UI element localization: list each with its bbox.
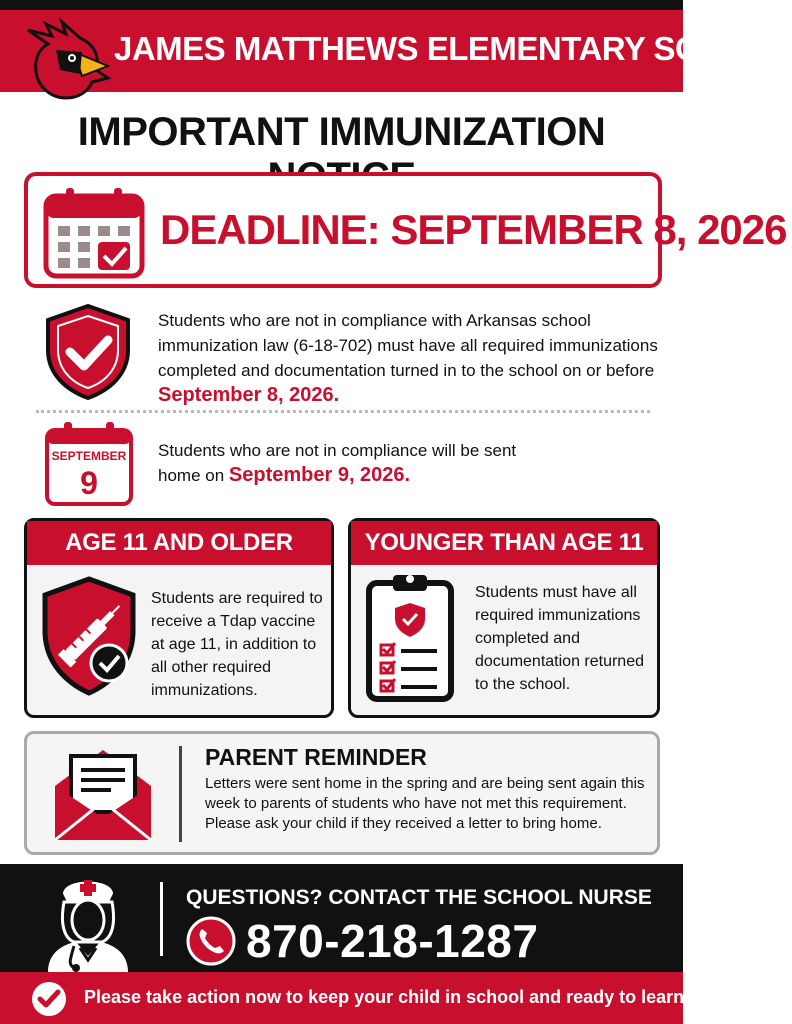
card-younger-than-11 xyxy=(348,518,660,718)
action-bar xyxy=(0,972,690,1024)
compliance-date: September 8, 2026. xyxy=(158,384,340,406)
syringe-shield-icon xyxy=(39,575,139,699)
card-younger-text: Students must have all required immunizations completed and documentation returned to the school. xyxy=(475,584,644,693)
reminder-text: Letters were sent home in the spring and are being sent again this week to parents of students who have not met this requirement. Please ask your child if they received a letter to bring home. xyxy=(205,775,645,832)
contact-question: QUESTIONS? CONTACT THE SCHOOL NURSE xyxy=(186,886,652,909)
cardinal-icon xyxy=(22,22,110,100)
card-younger-title: YOUNGER THAN AGE 11 xyxy=(351,521,657,565)
top-black-bar xyxy=(0,0,683,10)
compliance-body: Students who are not in compliance with Arkansas school immunization law (6-18-702) must have all required immunizations completed and documentation turned in to the school on or before xyxy=(158,311,658,380)
contact-footer xyxy=(0,864,683,972)
school-header xyxy=(0,10,792,92)
action-message: Please take action now to keep your child in school and ready to learn. xyxy=(84,987,690,1007)
parent-reminder-box xyxy=(24,731,660,855)
card-age-11-older xyxy=(24,518,334,718)
envelope-letter-icon xyxy=(51,742,155,844)
reminder-divider xyxy=(179,746,182,842)
card-older-text: Students are required to receive a Tdap vaccine at age 11, in addition to all other required immunizations. xyxy=(151,590,323,699)
sent-home-body: Students who are not in compliance will be sent home on xyxy=(158,441,517,485)
clipboard-checklist-icon xyxy=(365,571,455,703)
calendar-check-icon xyxy=(42,186,146,278)
calendar-day: 9 xyxy=(80,465,98,501)
compliance-text xyxy=(158,308,658,408)
sent-home-date: September 9, 2026. xyxy=(228,464,411,486)
check-circle-icon xyxy=(30,980,68,1018)
reminder-title: PARENT REMINDER xyxy=(205,744,427,770)
phone-number[interactable]: 870-218-1287 xyxy=(246,915,539,967)
dotted-divider xyxy=(36,410,650,413)
phone-icon[interactable] xyxy=(186,916,236,966)
card-older-title: AGE 11 AND OLDER xyxy=(27,521,331,565)
calendar-month: SEPTEMBER xyxy=(51,449,127,463)
notice-title: IMPORTANT IMMUNIZATION xyxy=(77,110,606,154)
footer-divider xyxy=(160,882,163,956)
school-name: JAMES MATTHEWS ELEMENTARY SCHOOL xyxy=(114,30,792,67)
deadline-box xyxy=(24,172,787,288)
deadline-text: DEADLINE: SEPTEMBER 8, 2026 xyxy=(160,206,787,253)
shield-check-icon xyxy=(44,304,132,400)
calendar-day-icon xyxy=(44,422,134,508)
nurse-icon xyxy=(40,868,136,972)
sent-home-text xyxy=(158,438,538,488)
